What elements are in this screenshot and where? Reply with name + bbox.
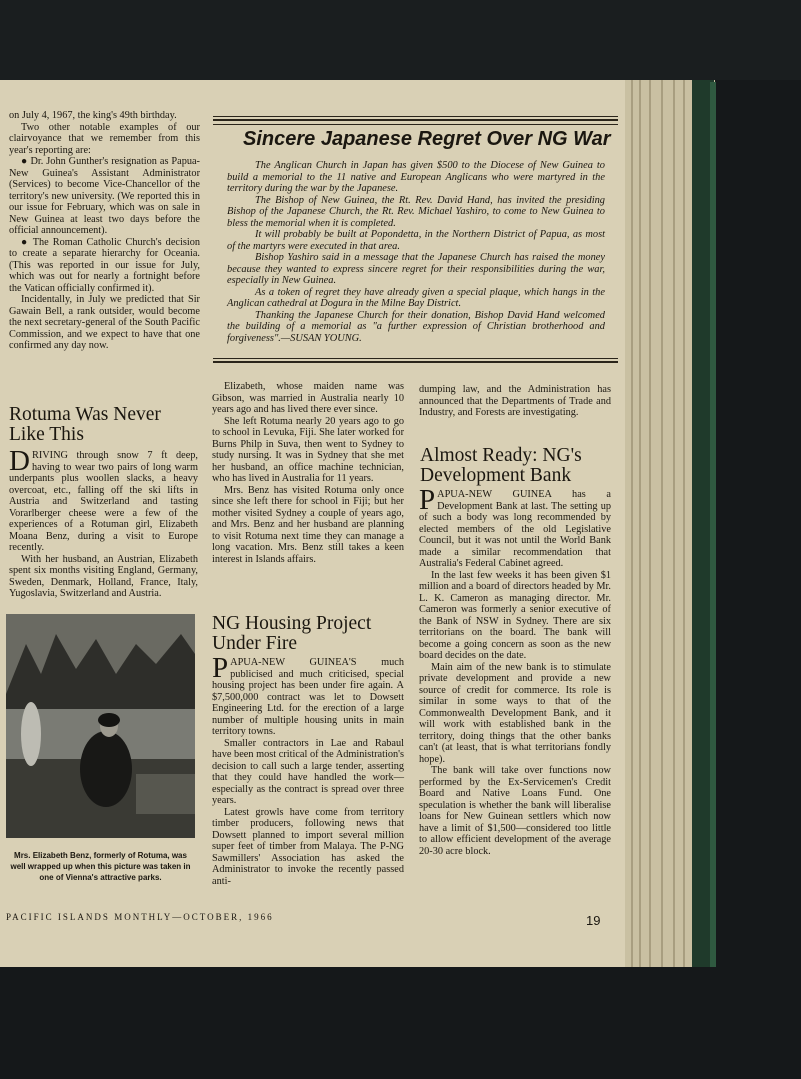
bank-p2: In the last few weeks it has been given $1 million and a board of directors headed by Mr. L. K. Cameron as managing director. Mr. Cameron was formerly a senior executive of the Bank of NSW in Sydney. There are six territorians on the board. The bank will become a going concern as soon as the new board decides on the date. (419, 569, 611, 661)
col3-continued (419, 384, 611, 419)
book-cover-edge (710, 82, 716, 967)
bank-p1: APUA-NEW GUINEA has a Development Bank at last. The setting up of such a body was long recommended by elected members of the old Legislative Council, but it was not until the World Bank made a similar recommendation that Australia's Federal Cabinet agreed. (419, 489, 611, 569)
intro-bullet-2: ● The Roman Catholic Church's decision to create a separate hierarchy for Oceania. (This was reported in our issue for July, which was out for nearly a fortnight before the Vatican officially confirmed it). (9, 237, 200, 295)
intro-line-0: on July 4, 1967, the king's 49th birthday. (9, 110, 177, 121)
bank-p4: The bank will take over functions now performed by the Ex-Servicemen's Credit Board and Native Loans Fund. One speculation is whether the bank will liberalise loans for New Guinean settlers which now have a limit of $1,500—considered too little to allow efficient development of the average 20-30 acre block. (419, 765, 611, 857)
bank-dropcap: P (419, 484, 436, 516)
housing-dropcap: P (212, 652, 229, 684)
intro-line-4: Incidentally, in July we predicted that Sir Gawain Bell, a rank outsider, would become the next secretary-general of the South Pacific Commission, and we expect to have that one confirmed any day now. (9, 294, 200, 351)
box-p2: The Bishop of New Guinea, the Rt. Rev. David Hand, has invited the presiding Bishop of the Japanese Church, the Rt. Rev. Michael Yashiro, to come to New Guinea to bless the memorial when it is completed. (227, 194, 605, 229)
col3-line-0: dumping law, and the Administration has announced that the Departments of Trade and Industry, and Forests are investigating. (419, 384, 611, 418)
col2-line-0: Elizabeth, whose maiden name was Gibson, was married in Australia nearly 10 years ago and has lived there ever since. (212, 381, 404, 415)
housing-p2: Smaller contractors in Lae and Rabaul have been most critical of the Administration's decision to call such a large tender, asserting that they could have handled the work—especially as the contract is spread over three years. (212, 737, 404, 806)
col1-intro (9, 110, 200, 352)
bank-heading: Almost Ready: NG's Development Bank (420, 445, 582, 486)
housing-p3: Latest growls have come from territory timber producers, following news that Dowsett planned to import several million super feet of timber from Malaya. The P-NG Sawmillers' Association has asked the Administrator to invoke the recently passed anti- (212, 806, 404, 887)
box-p3: It will probably be built at Popondetta, in the Northern District of Papua, as most of the martyrs were executed in that area. (227, 229, 605, 252)
japanese-regret-box (213, 116, 618, 362)
background-top (0, 0, 801, 80)
rotuma-article (9, 445, 198, 600)
running-footer: PACIFIC ISLANDS MONTHLY—OCTOBER, 1966 (6, 912, 274, 922)
rotuma-dropcap: D (9, 445, 30, 477)
col2-line-1: She left Rotuma nearly 20 years ago to go to school in Levuka, Fiji. She later worked for Burns Philp in Suva, then went to Sydney to study nursing. It was in Sydney that she met her husband, an office machine technician, who has lived in Australia for 11 years. (212, 415, 404, 484)
bank-p3: Main aim of the new bank is to stimulate private development and provide a new source of credit for commerce. Its role is similar in some ways to that of the Commonwealth Development Bank, and it will work with established bank in the territory, doing things that the other banks can't (at least, that is what territorians fondly hope). (419, 661, 611, 765)
box-title: Sincere Japanese Regret Over NG War (243, 128, 611, 150)
box-p5: As a token of regret they have already given a special plaque, which hangs in the Anglican cathedral at Dogura in the Milne Bay District. (227, 286, 605, 309)
housing-heading: NG Housing Project Under Fire (212, 613, 372, 654)
col2-rotuma-continued (212, 381, 404, 565)
housing-article (212, 652, 404, 887)
bank-article (419, 484, 611, 857)
box-p4: Bishop Yashiro said in a message that the Japanese Church has raised the money because they wanted to express sincere regret for their responsibilities during the war, especially in New Guinea. (227, 252, 605, 286)
col2-line-2: Mrs. Benz has visited Rotuma only once since she left there for school in Fiji; but her mother visited Sydney a couple of years ago, and Mrs. Benz and her husband are planning to visit Rotuma next time they can manage a long vacation. Mrs. Benz still takes a keen interest in Islands affairs. (212, 484, 404, 565)
intro-bullet-1: ● Dr. John Gunther's resignation as Papua-New Guinea's Assistant Administrator (Services) to become Vice-Chancellor of the territory's new university. (We reported this in our issue for February, which was on sale in New Guinea at least two days before the official announcement). (9, 156, 200, 237)
photo-elizabeth-benz (6, 614, 195, 838)
rotuma-heading: Rotuma Was Never Like This (9, 404, 161, 445)
rotuma-p1: RIVING through snow 7 ft deep, having to wear two pairs of long warm underpants plus woollen slacks, a heavy overcoat, etc., falling off the ski lifts in Austria and Switzerland and tasting Vorarlberger cheese were a few of the experiences of a Rotuman girl, Elizabeth Moana Benz, during a visit to Europe recently. (9, 450, 198, 553)
intro-line-1: Two other notable examples of our clairvoyance that we remember from this year's reporting are: (9, 121, 200, 156)
box-body (227, 160, 605, 344)
photo-caption: Mrs. Elizabeth Benz, formerly of Rotuma, was well wrapped up when this picture was taken in one of Vienna's attractive parks. (10, 851, 191, 882)
housing-p1: APUA-NEW GUINEA'S much publicised and much criticised, special housing project has been under fire again. A $7,500,000 contract was let to Dowsett Engineering Ltd. for the erection of a large number of multiple housing units in main territory towns. (212, 657, 404, 737)
page-number: 19 (586, 913, 601, 928)
rotuma-p2: With her husband, an Austrian, Elizabeth spent six months visiting England, Germany, Sweden, Denmark, Holland, France, Italy, Yugoslavia, Switzerland and Austria. (9, 553, 198, 599)
box-p1: The Anglican Church in Japan has given $500 to the Diocese of New Guinea to build a memorial to the 11 native and European Anglicans who were martyred in the territory during the war by the Japanese. (227, 160, 605, 194)
box-p6: Thanking the Japanese Church for their donation, Bishop David Hand welcomed the building of a memorial as "a further expression of Christian brotherhood and forgiveness".—SUSAN YOUNG. (227, 309, 605, 344)
